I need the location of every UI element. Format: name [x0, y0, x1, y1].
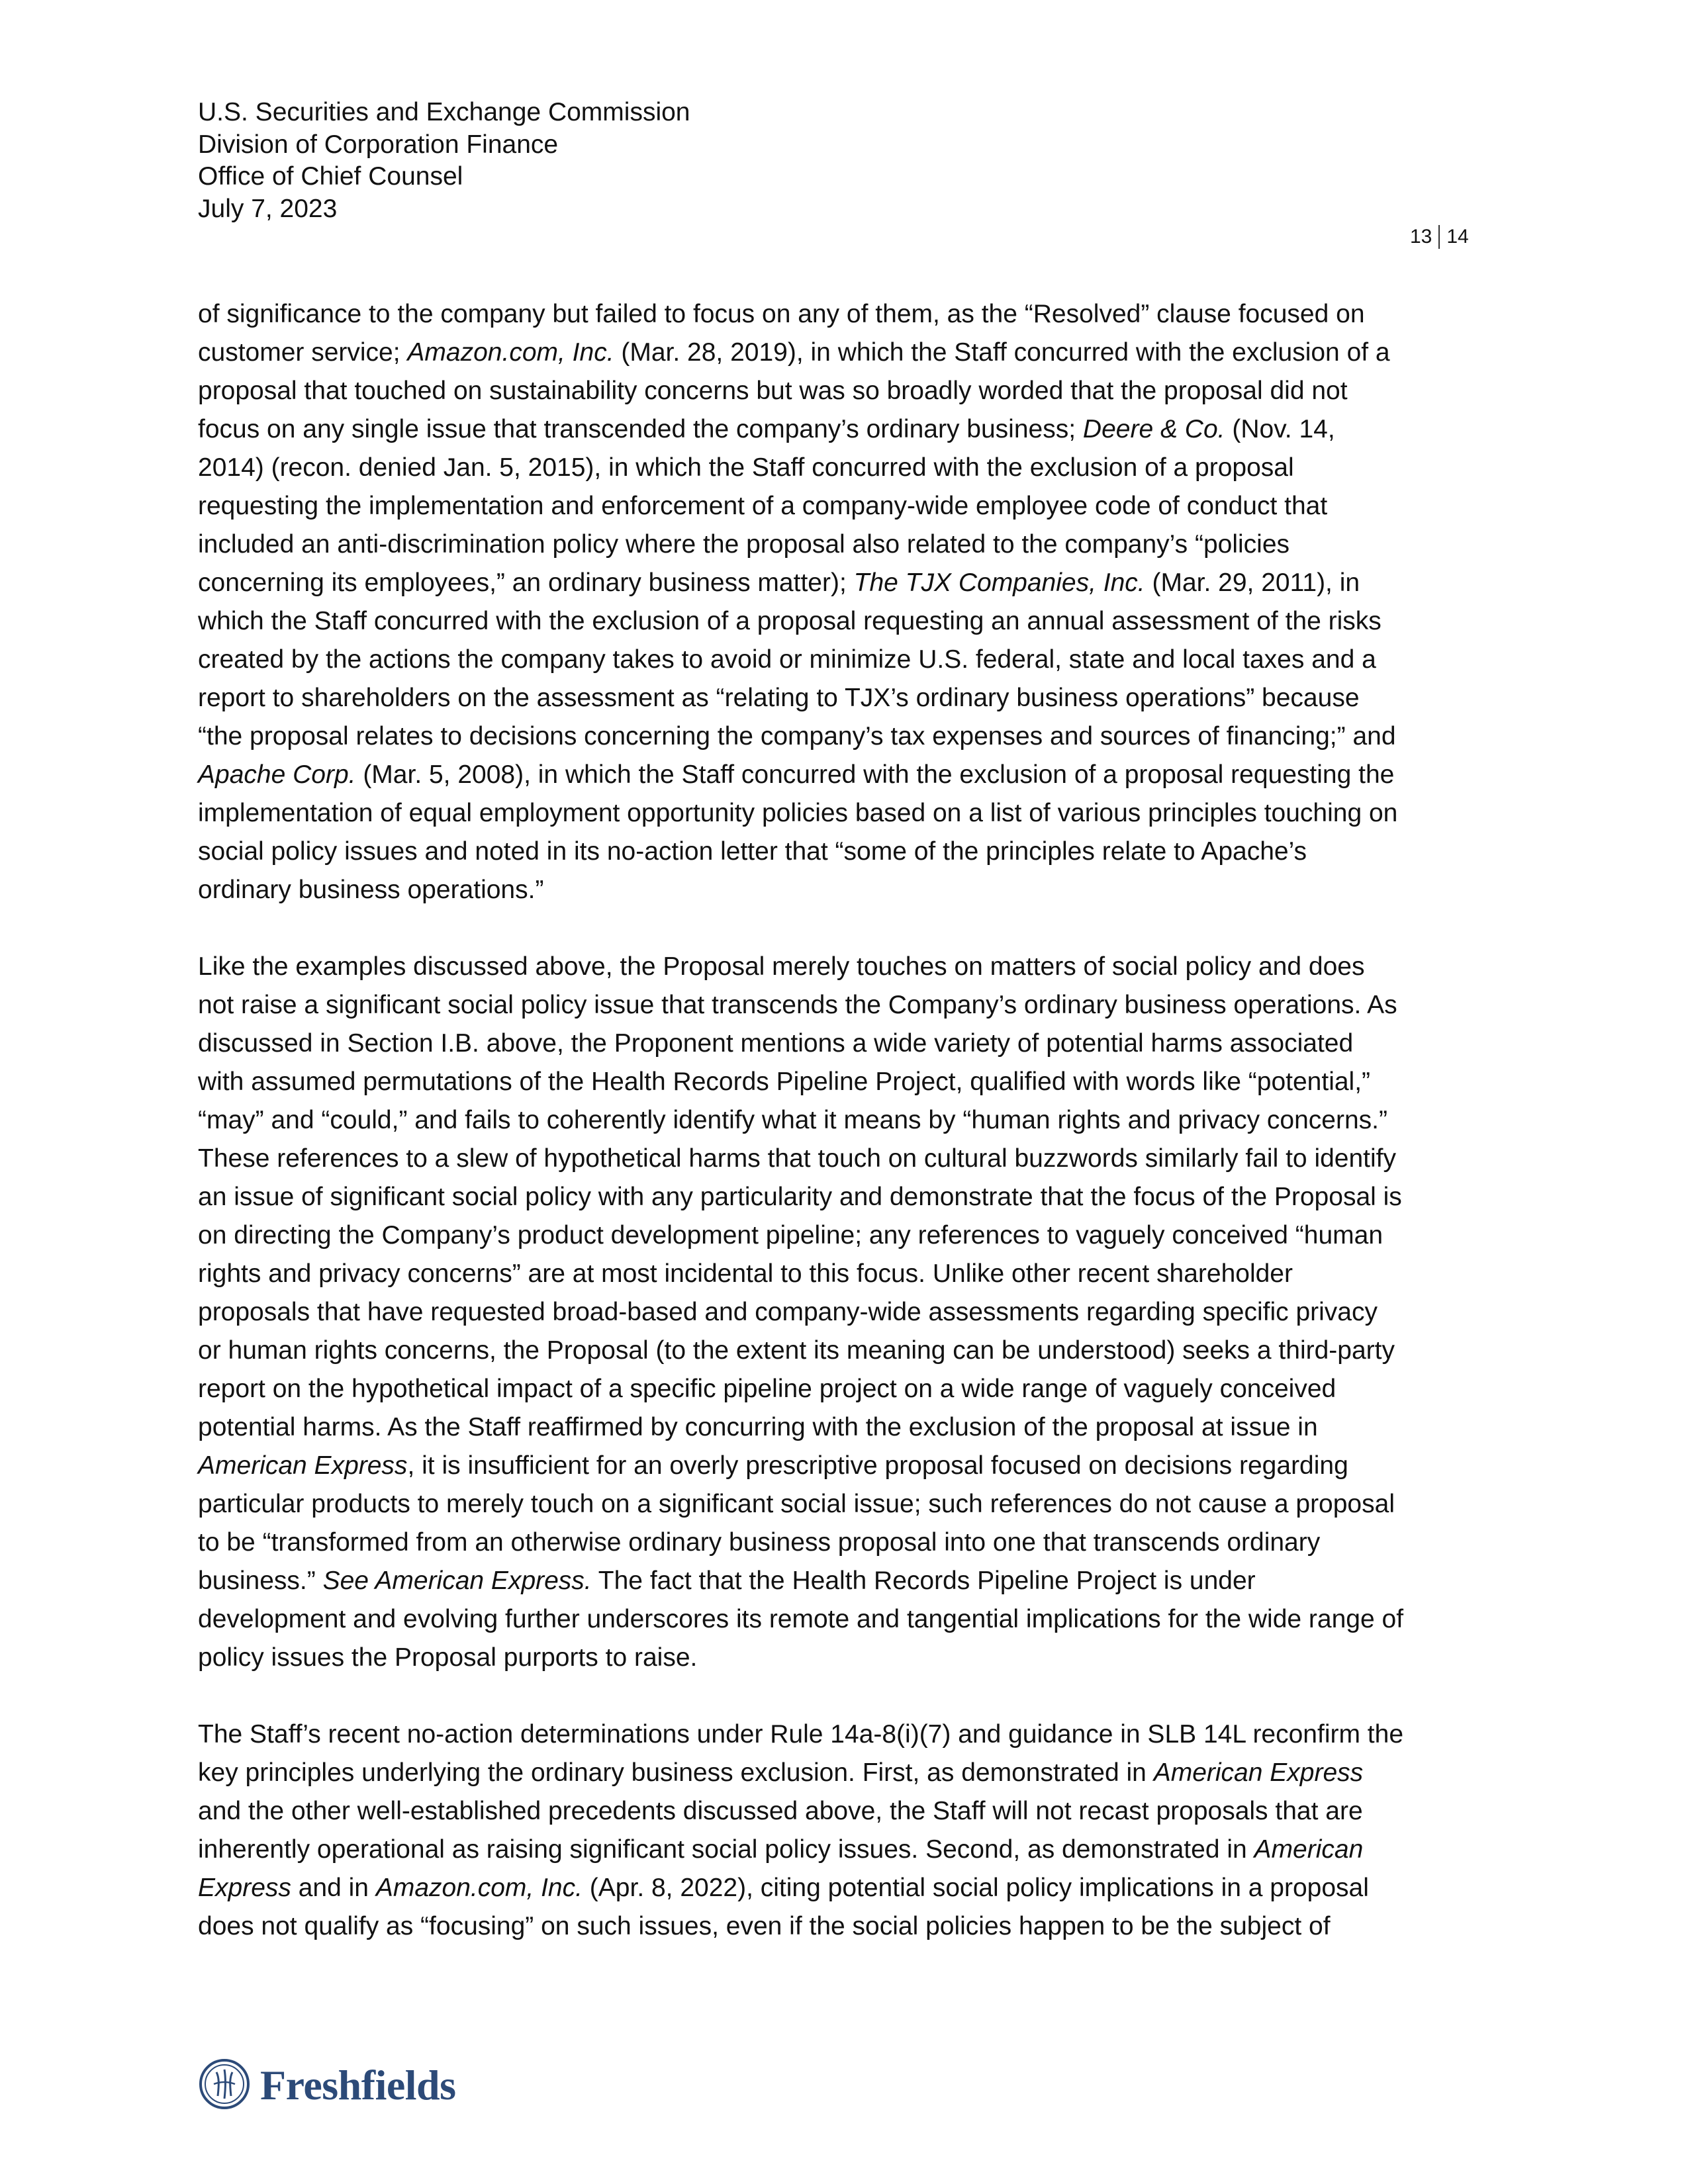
text-line	[198, 487, 1495, 525]
text-line	[198, 948, 1495, 986]
text-line	[198, 372, 1495, 410]
text-run: development and evolving further underscores its remote and tangential implications for the wide range of	[198, 1605, 1404, 1633]
text-run: of significance to the company but failed to focus on any of them, as the “Resolved” clause focused on	[198, 300, 1365, 328]
text-run: an issue of significant social policy with any particularity and demonstrate that the focus of the Proposal is	[198, 1183, 1402, 1211]
text-run: focus on any single issue that transcended the company’s ordinary business;	[198, 415, 1083, 443]
text-line	[198, 1408, 1495, 1447]
text-line	[198, 449, 1495, 487]
text-run: (Mar. 5, 2008), in which the Staff concurred with the exclusion of a proposal requesting the	[355, 760, 1395, 789]
text-line	[198, 1639, 1495, 1677]
italic-citation: See American Express.	[322, 1567, 592, 1595]
text-line	[198, 602, 1495, 641]
text-run: does not qualify as “focusing” on such issues, even if the social policies happen to be the subject of	[198, 1912, 1331, 1940]
text-run: (Apr. 8, 2022), citing potential social policy implications in a proposal	[582, 1874, 1369, 1902]
text-line	[198, 1907, 1495, 1946]
text-run: report to shareholders on the assessment as “relating to TJX’s ordinary business operations” because	[198, 684, 1360, 712]
text-line	[198, 1178, 1495, 1216]
text-run: These references to a slew of hypothetical harms that touch on cultural buzzwords similarly fail to identify	[198, 1144, 1397, 1173]
italic-citation: Deere & Co.	[1082, 415, 1225, 443]
text-line	[198, 1024, 1495, 1063]
text-run: , it is insufficient for an overly prescriptive proposal focused on decisions regarding	[407, 1451, 1348, 1480]
letter-body	[198, 295, 1495, 1946]
text-run: social policy issues and noted in its no-action letter that “some of the principles relate to Apache’s	[198, 837, 1307, 866]
paragraph	[198, 1715, 1495, 1946]
text-run: created by the actions the company takes to avoid or minimize U.S. federal, state and local taxes and a	[198, 645, 1376, 674]
text-line	[198, 525, 1495, 564]
text-run: business.”	[198, 1567, 323, 1595]
text-run: inherently operational as raising significant social policy issues. Second, as demonstrated in	[198, 1835, 1254, 1864]
text-line	[198, 641, 1495, 679]
text-line	[198, 1370, 1495, 1408]
text-line	[198, 410, 1495, 449]
paragraph	[198, 948, 1495, 1677]
italic-citation: Express	[198, 1874, 291, 1902]
text-line	[198, 564, 1495, 602]
text-run: The fact that the Health Records Pipeline Project is under	[591, 1567, 1256, 1595]
text-line	[198, 717, 1495, 756]
text-line	[198, 679, 1495, 717]
text-line	[198, 1869, 1495, 1907]
text-line	[198, 1063, 1495, 1101]
text-run: (Nov. 14,	[1225, 415, 1335, 443]
text-run: potential harms. As the Staff reaffirmed by concurring with the exclusion of the proposal at issue in	[198, 1413, 1318, 1441]
text-run: 2014) (recon. denied Jan. 5, 2015), in which the Staff concurred with the exclusion of a proposal	[198, 453, 1294, 482]
text-run: discussed in Section I.B. above, the Proponent mentions a wide variety of potential harms associated	[198, 1029, 1354, 1058]
text-run: ordinary business operations.”	[198, 876, 544, 904]
text-run: to be “transformed from an otherwise ordinary business proposal into one that transcends ordinary	[198, 1528, 1321, 1557]
text-line	[198, 1140, 1495, 1178]
text-run: policy issues the Proposal purports to raise.	[198, 1643, 698, 1672]
text-run: concerning its employees,” an ordinary business matter);	[198, 569, 854, 597]
text-line	[198, 1216, 1495, 1255]
text-line	[198, 1332, 1495, 1370]
letter-header	[198, 97, 690, 225]
text-line	[198, 295, 1495, 334]
text-run: “may” and “could,” and fails to coherently identify what it means by “human rights and privacy concerns.”	[198, 1106, 1387, 1134]
text-line	[198, 756, 1495, 794]
text-run: and the other well-established precedents discussed above, the Staff will not recast proposals that are	[198, 1797, 1363, 1825]
italic-citation: Amazon.com, Inc.	[407, 338, 614, 367]
paragraph	[198, 295, 1495, 909]
text-line	[198, 1600, 1495, 1639]
footer-logo	[198, 2056, 456, 2115]
text-line	[198, 871, 1495, 909]
text-run: Like the examples discussed above, the Proposal merely touches on matters of social policy and does	[198, 952, 1365, 981]
italic-citation: Amazon.com, Inc.	[375, 1874, 583, 1902]
text-run: included an anti-discrimination policy where the proposal also related to the company’s “policies	[198, 530, 1290, 559]
italic-citation: Apache Corp.	[198, 760, 356, 789]
text-run: proposal that touched on sustainability concerns but was so broadly worded that the proposal did not	[198, 377, 1348, 405]
header-line-office: Office of Chief Counsel	[198, 162, 463, 191]
text-line	[198, 833, 1495, 871]
text-line	[198, 1792, 1495, 1831]
italic-citation: The TJX Companies, Inc.	[853, 569, 1145, 597]
text-run: which the Staff concurred with the exclusion of a proposal requesting an annual assessment of the risks	[198, 607, 1382, 635]
text-run: proposals that have requested broad-based and company-wide assessments regarding specific privacy	[198, 1298, 1378, 1326]
text-line	[198, 1447, 1495, 1485]
text-line	[198, 1831, 1495, 1869]
freshfields-wordmark: Freshfields	[260, 2062, 456, 2109]
text-run: implementation of equal employment opportunity policies based on a list of various principles touching on	[198, 799, 1398, 827]
text-run: (Mar. 29, 2011), in	[1145, 569, 1360, 597]
text-line	[198, 1562, 1495, 1600]
text-line	[198, 1524, 1495, 1562]
text-run: report on the hypothetical impact of a specific pipeline project on a wide range of vaguely conceived	[198, 1375, 1336, 1403]
text-line	[198, 986, 1495, 1024]
text-run: on directing the Company’s product development pipeline; any references to vaguely conceived “human	[198, 1221, 1383, 1250]
italic-citation: American Express	[1153, 1758, 1364, 1787]
italic-citation: American	[1254, 1835, 1364, 1864]
text-line	[198, 334, 1495, 372]
paragraph-gap	[198, 909, 1495, 948]
text-run: (Mar. 28, 2019), in which the Staff concurred with the exclusion of a	[614, 338, 1390, 367]
text-run: requesting the implementation and enforcement of a company-wide employee code of conduct that	[198, 492, 1328, 520]
paragraph-gap	[198, 1677, 1495, 1715]
text-run: not raise a significant social policy issue that transcends the Company’s ordinary business operations. As	[198, 991, 1397, 1019]
text-run: “the proposal relates to decisions concerning the company’s tax expenses and sources of financing;” and	[198, 722, 1396, 751]
text-run: or human rights concerns, the Proposal (to the extent its meaning can be understood) seeks a third-party	[198, 1336, 1395, 1365]
text-run: particular products to merely touch on a significant social issue; such references do not cause a proposal	[198, 1490, 1395, 1518]
freshfields-emblem-icon	[198, 2058, 251, 2114]
text-run: rights and privacy concerns” are at most incidental to this focus. Unlike other recent shareholder	[198, 1259, 1293, 1288]
header-line-division: Division of Corporation Finance	[198, 130, 559, 159]
text-run: The Staff’s recent no-action determinations under Rule 14a-8(i)(7) and guidance in SLB 14L reconfirm the	[198, 1720, 1404, 1749]
text-line	[198, 1101, 1495, 1140]
page-number	[1410, 225, 1469, 249]
italic-citation: American Express	[198, 1451, 408, 1480]
text-line	[198, 1255, 1495, 1293]
text-run: and in	[291, 1874, 376, 1902]
text-run: key principles underlying the ordinary business exclusion. First, as demonstrated in	[198, 1758, 1154, 1787]
text-line	[198, 1293, 1495, 1332]
page-number-total: 14	[1446, 226, 1469, 248]
header-line-date: July 7, 2023	[198, 194, 338, 223]
page-number-divider	[1438, 225, 1440, 249]
header-line-recipient: U.S. Securities and Exchange Commission	[198, 98, 690, 126]
page-number-current: 13	[1410, 226, 1432, 248]
text-line	[198, 794, 1495, 833]
text-line	[198, 1715, 1495, 1754]
text-run: customer service;	[198, 338, 408, 367]
text-line	[198, 1754, 1495, 1792]
text-run: with assumed permutations of the Health Records Pipeline Project, qualified with words like “potential,”	[198, 1068, 1371, 1096]
text-line	[198, 1485, 1495, 1524]
